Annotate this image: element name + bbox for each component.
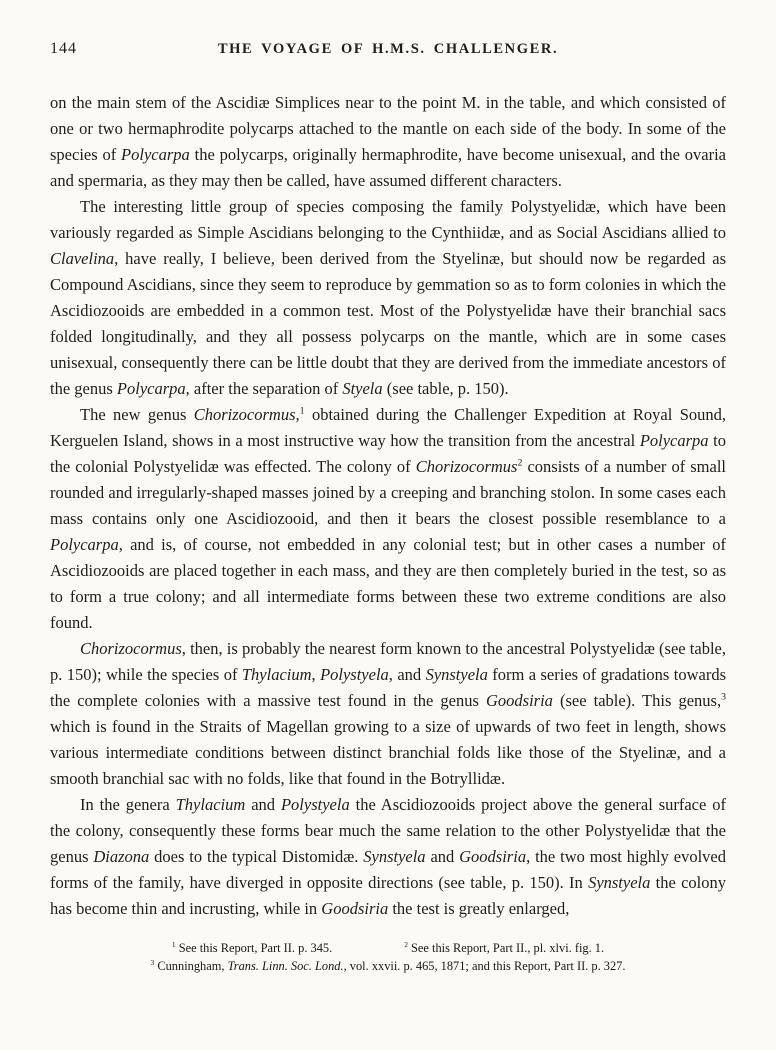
footnote-row-2 xyxy=(50,958,726,975)
paragraph-5: In the genera Thylacium and Polystyela the Ascidiozooids project above the general surface of the colony, consequently these forms bear much the same relation to the other Polystyelidæ that the genus Diazona does to the typical Distomidæ. Synstyela and Goodsiria, the two most highly evolved forms of the family, have diverged in opposite directions (see table, p. 150). In Synstyela the colony has become thin and incrusting, while in Goodsiria the test is greatly enlarged, xyxy=(50,795,726,918)
footnote-2: $^2$ See this Report, Part II., pl. xlvi. fig. 1. xyxy=(404,939,605,955)
paragraph-3: The new genus Chorizocormus,$^1$ obtained during the Challenger Expedition at Royal Sound, Kerguelen Island, shows in a most instructive way how the transition from the ancestral Polycarpa to the colonial Polystyelidæ was effected. The colony of Chorizocormus$^2$ consists of a number of small rounded and irregularly-shaped masses joined by a creeping and branching stolon. In some cases each mass contains only one Ascidiozooid, and then it bears the closest possible resemblance to a Polycarpa, and is, of course, not embedded in any colonial test; but in other cases a number of Ascidiozooids are placed together in each mass, and they are then completely buried in the test, so as to form a true colony; and all intermediate forms between these two extreme conditions are also found. xyxy=(50,405,727,632)
footnote-row-1 xyxy=(50,940,726,957)
footnote-3: $^3$ Cunningham, Trans. Linn. Soc. Lond., vol. xxvii. p. 465, 1871; and this Report, Part II. p. 327. xyxy=(150,957,626,973)
footnote-1: $^1$ See this Report, Part II. p. 345. xyxy=(171,939,333,955)
page-header xyxy=(50,40,726,62)
running-title: THE VOYAGE OF H.M.S. CHALLENGER. xyxy=(217,41,559,57)
page-body xyxy=(50,90,726,922)
paragraph-1: on the main stem of the Ascidiæ Simplices near to the point M. in the table, and which consisted of one or two hermaphrodite polycarps attached to the mantle on each side of the body. In some of the species of Polycarpa the polycarps, originally hermaphrodite, have become unisexual, and the ovaria and spermaria, as they may then be called, have assumed different characters. xyxy=(50,93,726,190)
footnotes xyxy=(50,940,726,975)
paragraph-2: The interesting little group of species composing the family Polystyelidæ, which have been variously regarded as Simple Ascidians belonging to the Cynthiidæ, and as Social Ascidians allied to Clavelina, have really, I believe, been derived from the Styelinæ, but should now be regarded as Compound Ascidians, since they seem to reproduce by gemmation so as to form colonies in which the Ascidiozooids are embedded in a common test. Most of the Polystyelidæ have their branchial sacs folded longitudinally, and they all possess polycarps on the mantle, which are in some cases unisexual, consequently there can be little doubt that they are derived from the immediate ancestors of the genus Polycarpa, after the separation of Styela (see table, p. 150). xyxy=(50,197,726,398)
paragraph-4: Chorizocormus, then, is probably the nearest form known to the ancestral Polystyelidæ (see table, p. 150); while the species of Thylacium, Polystyela, and Synstyela form a series of gradations towards the complete colonies with a massive test found in the genus Goodsiria (see table). This genus,$^3$ which is found in the Straits of Magellan growing to a size of upwards of two feet in length, shows various intermediate conditions between distinct branchial folds like those of the Styelinæ, and a smooth branchial sac with no folds, like that found in the Botryllidæ. xyxy=(50,639,727,788)
page-number: 144 xyxy=(50,40,77,57)
